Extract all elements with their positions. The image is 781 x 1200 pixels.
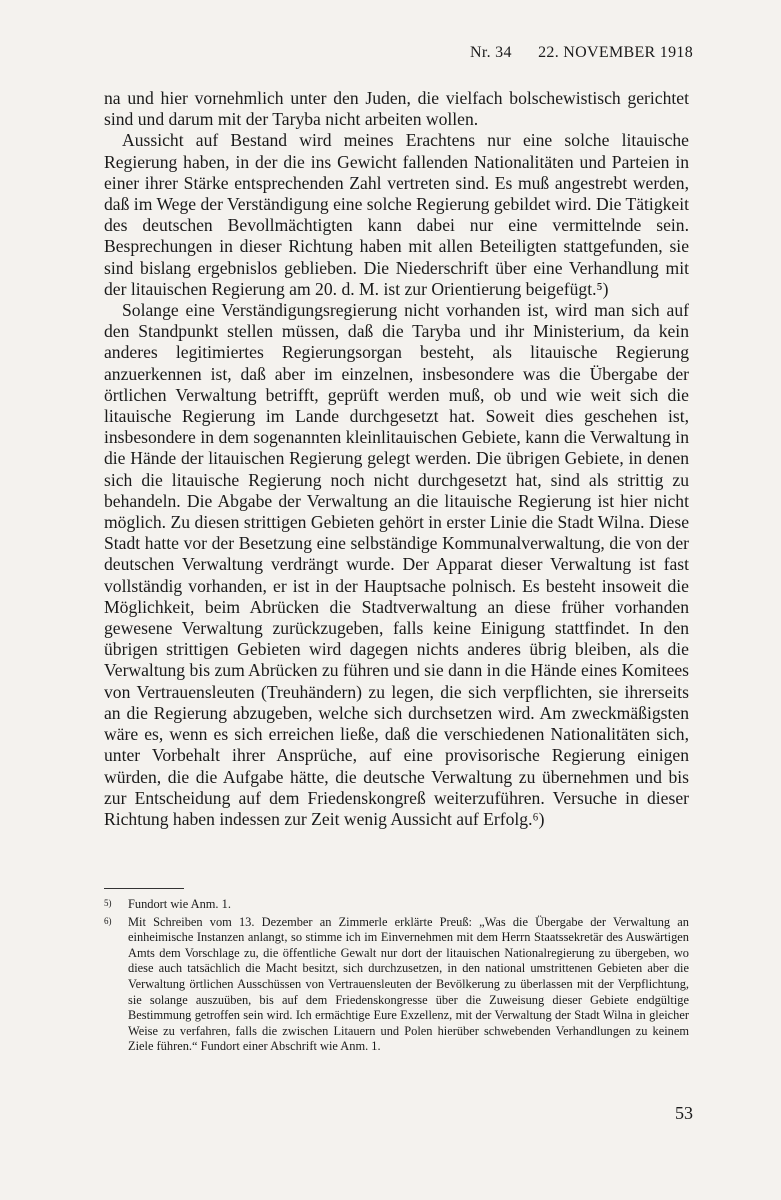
footnote-mark: 6) (104, 915, 112, 926)
document-date: 22. NOVEMBER 1918 (538, 44, 693, 61)
body-text (104, 88, 689, 830)
paragraph: Solange eine Verständigungsregierung nicht vorhanden ist, wird man sich auf den Standpunkt stellen müssen, daß die Taryba und ihr Ministerium, da kein anderes legitimiertes Regierungsorgan besteht, als litauische Regierung anzuerkennen ist, daß aber im einzelnen, insbesondere was die Übergabe der örtlichen Verwaltung betrifft, geprüft werden muß, ob und wie weit sich die litauische Regierung im Lande durchgesetzt hat. Soweit dies geschehen ist, insbesondere in dem sogenannten kleinlitauischen Gebiete, kann die Verwaltung in die Hände der litauischen Regierung gelegt werden. Die übrigen Gebiete, in denen sich die litauische Regierung noch nicht durchgesetzt hat, sind als strittig zu behandeln. Die Abgabe der Verwaltung an die litauische Regierung ist hier nicht möglich. Zu diesen strittigen Gebieten gehört in erster Linie die Stadt Wilna. Diese Stadt hatte vor der Besetzung eine selbständige Kommunalverwaltung, die von der deutschen Verwaltung verdrängt wurde. Der Apparat dieser Verwaltung ist fast vollständig vorhanden, er ist in der Hauptsache polnisch. Es besteht insoweit die Möglichkeit, beim Abrücken die Stadtverwaltung an diese früher vorhanden gewesene Verwaltung zurückzugeben, falls keine Einigung stattfindet. In den übrigen strittigen Gebieten wird dagegen nichts anderes übrig bleiben, als die Verwaltung bis zum Abrücken zu führen und sie dann in die Hände eines Komitees von Vertrauensleuten (Treuhändern) zu legen, die sich verpflichten, sie ihrerseits an die Regierung abzugeben, welche sich durchsetzen wird. Am zweckmäßigsten wäre es, wenn es sich erreichen ließe, daß die verschiedenen Nationalitäten sich, unter Vorbehalt ihrer Ansprüche, auf eine provisorische Regierung einigen würden, die die Aufgabe hätte, die deutsche Verwaltung zu übernehmen und bis zur Entscheidung auf dem Friedenskongreß weiterzuführen. Versuche in dieser Richtung haben indessen zur Zeit wenig Aussicht auf Erfolg.⁶) (104, 300, 689, 829)
footnote-text: Mit Schreiben vom 13. Dezember an Zimmerle erklärte Preuß: „Was die Übergabe der Verwaltung an einheimische Instanzen anlangt, so stimme ich im Einvernehmen mit dem Herrn Staatssekretär des Auswärtigen Amts dem Vorschlage zu, die öffentliche Gewalt nur dort der litauischen Nationalregierung zu übergeben, wo diese auch tatsächlich die Macht besitzt, sich durchzusetzen, in den national umstrittenen Gebieten aber die Verwaltung örtlichen Ausschüssen von Vertrauensleuten der Bevölkerung zu überlassen mit der Verpflichtung, sie solange auszuüben, bis auf dem Friedenskongresse über die Zuweisung dieser Gebiete endgültige Bestimmung getroffen sein wird. Ich ermächtige Eure Exzellenz, mit der Verwaltung der Stadt Wilna in gleicher Weise zu verfahren, falls die zwischen Litauern und Polen hierüber schwebenden Verhandlungen zu keinem Ziele führen.“ Fundort einer Abschrift wie Anm. 1. (128, 914, 689, 1054)
page-number: 53 (675, 1103, 693, 1123)
paragraph-continuation: na und hier vornehmlich unter den Juden, die vielfach bolschewistisch gerichtet sind und darum mit der Taryba nicht arbeiten wollen. (104, 88, 689, 130)
footnote (104, 915, 689, 1055)
footnote-text: Fundort wie Anm. 1. (128, 897, 231, 911)
running-header (470, 44, 693, 62)
paragraph: Aussicht auf Bestand wird meines Erachtens nur eine solche litauische Regierung haben, in der die ins Gewicht fallenden Nationalitäten und Parteien in einer ihrer Stärke entsprechenden Zahl vertreten sind. Es muß angestrebt werden, daß im Wege der Verständigung eine solche Regierung gebildet wird. Die Tätigkeit des deutschen Bevollmächtigten kann dabei nur eine vermittelnde sein. Besprechungen in dieser Richtung haben mit allen Beteiligten stattgefunden, sie sind bislang ergebnislos geblieben. Die Niederschrift über eine Verhandlung mit der litauischen Regierung am 20. d. M. ist zur Orientierung beigefügt.⁵) (104, 130, 689, 299)
footnote-separator (104, 888, 184, 889)
footnote (104, 897, 689, 913)
footnote-mark: 5) (104, 898, 112, 908)
footnotes (104, 897, 689, 1057)
document-number: Nr. 34 (469, 44, 512, 61)
